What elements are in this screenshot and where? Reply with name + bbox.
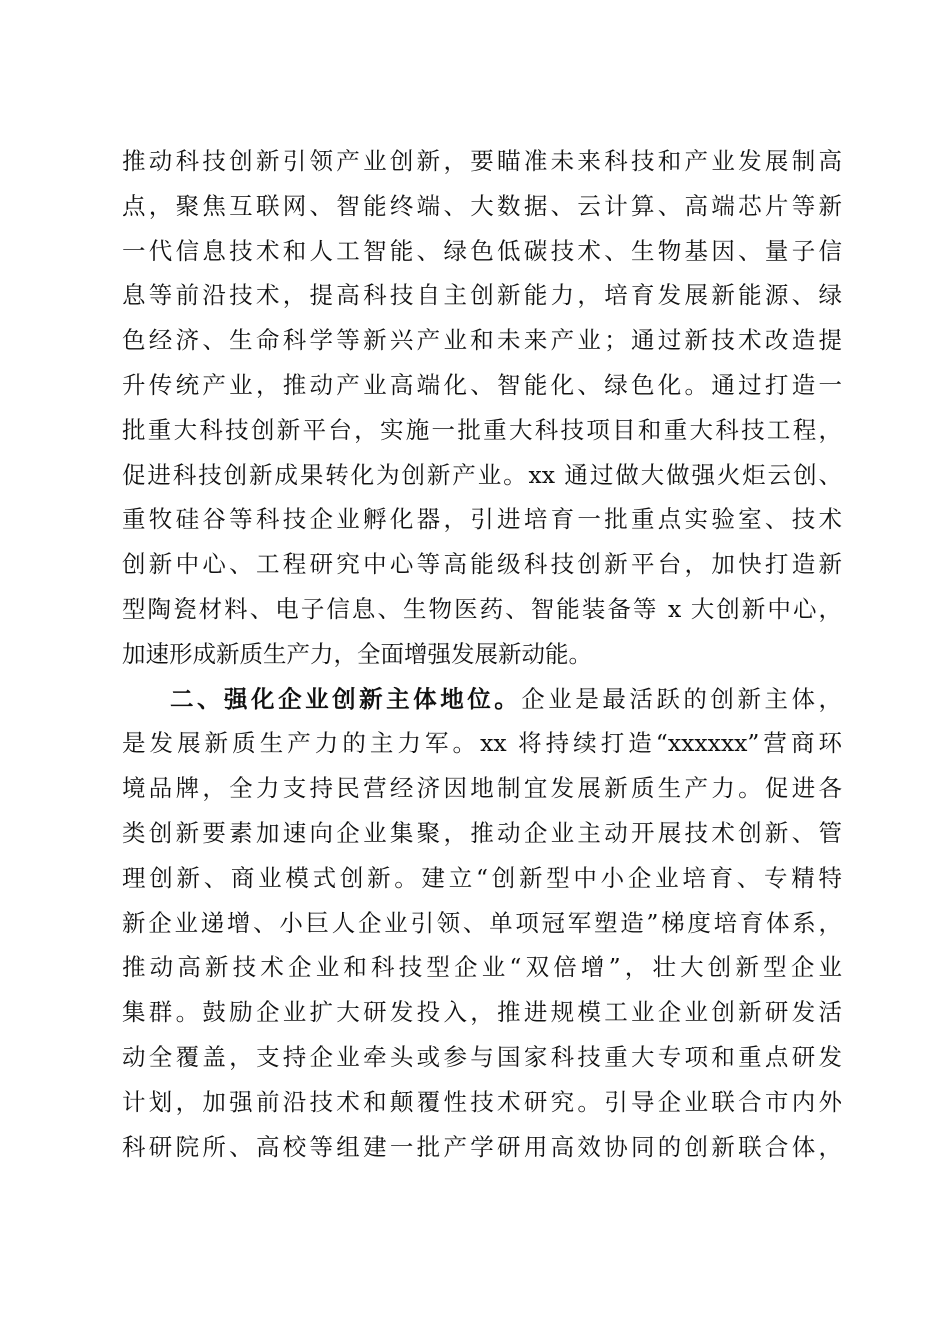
text-line: 色经济、生命科学等新兴产业和未来产业；通过新技术改造提 bbox=[122, 326, 842, 355]
paragraph-innovation-industry bbox=[122, 139, 842, 677]
text-line: 加速形成新质生产力，全面增强发展新动能。 bbox=[122, 639, 592, 668]
text-line: 点，聚焦互联网、智能终端、大数据、云计算、高端芯片等新 bbox=[122, 191, 842, 220]
text-line: 是发展新质生产力的主力军。xx 将持续打造“xxxxxx”营商环 bbox=[122, 729, 842, 758]
text-line: 动全覆盖，支持企业牵头或参与国家科技重大专项和重点研发 bbox=[122, 1042, 842, 1071]
text-line: 创新中心、工程研究中心等高能级科技创新平台，加快打造新 bbox=[122, 550, 842, 579]
document-body bbox=[122, 139, 842, 1169]
text-line: 境品牌，全力支持民营经济因地制宜发展新质生产力。促进各 bbox=[122, 774, 842, 803]
text-line: 升传统产业，推动产业高端化、智能化、绿色化。通过打造一 bbox=[122, 370, 842, 399]
text-line: 推动高新技术企业和科技型企业“双倍增”，壮大创新型企业 bbox=[122, 953, 842, 982]
text-line: 计划，加强前沿技术和颠覆性技术研究。引导企业联合市内外 bbox=[122, 1087, 842, 1116]
text-line: 型陶瓷材料、电子信息、生物医药、智能装备等 x 大创新中心， bbox=[122, 594, 842, 623]
text-line: 重牧硅谷等科技企业孵化器，引进培育一批重点实验室、技术 bbox=[122, 505, 842, 534]
text-line: 新企业递增、小巨人企业引领、单项冠军塑造”梯度培育体系， bbox=[122, 908, 842, 937]
text-line: 推动科技创新引领产业创新，要瞄准未来科技和产业发展制高 bbox=[122, 147, 842, 175]
text-line: 理创新、商业模式创新。建立“创新型中小企业培育、专精特 bbox=[122, 863, 842, 892]
text-line: 类创新要素加速向企业集聚，推动企业主动开展技术创新、管 bbox=[122, 818, 842, 847]
text-line: 科研院所、高校等组建一批产学研用高效协同的创新联合体， bbox=[122, 1132, 842, 1161]
section-first-line bbox=[122, 677, 842, 722]
text-line: 促进科技创新成果转化为创新产业。xx 通过做大做强火炬云创、 bbox=[122, 460, 842, 489]
section-heading: 二、强化企业创新主体地位。 bbox=[170, 684, 522, 713]
text-line: 一代信息技术和人工智能、绿色低碳技术、生物基因、量子信 bbox=[122, 236, 842, 265]
text-line: 批重大科技创新平台，实施一批重大科技项目和重大科技工程， bbox=[122, 415, 842, 444]
section-first-line-text: 企业是最活跃的创新主体， bbox=[521, 684, 843, 713]
text-line: 集群。鼓励企业扩大研发投入，推进规模工业企业创新研发活 bbox=[122, 998, 842, 1027]
text-line: 息等前沿技术，提高科技自主创新能力，培育发展新能源、绿 bbox=[122, 281, 842, 310]
paragraph-enterprise-innovation bbox=[122, 677, 842, 1170]
